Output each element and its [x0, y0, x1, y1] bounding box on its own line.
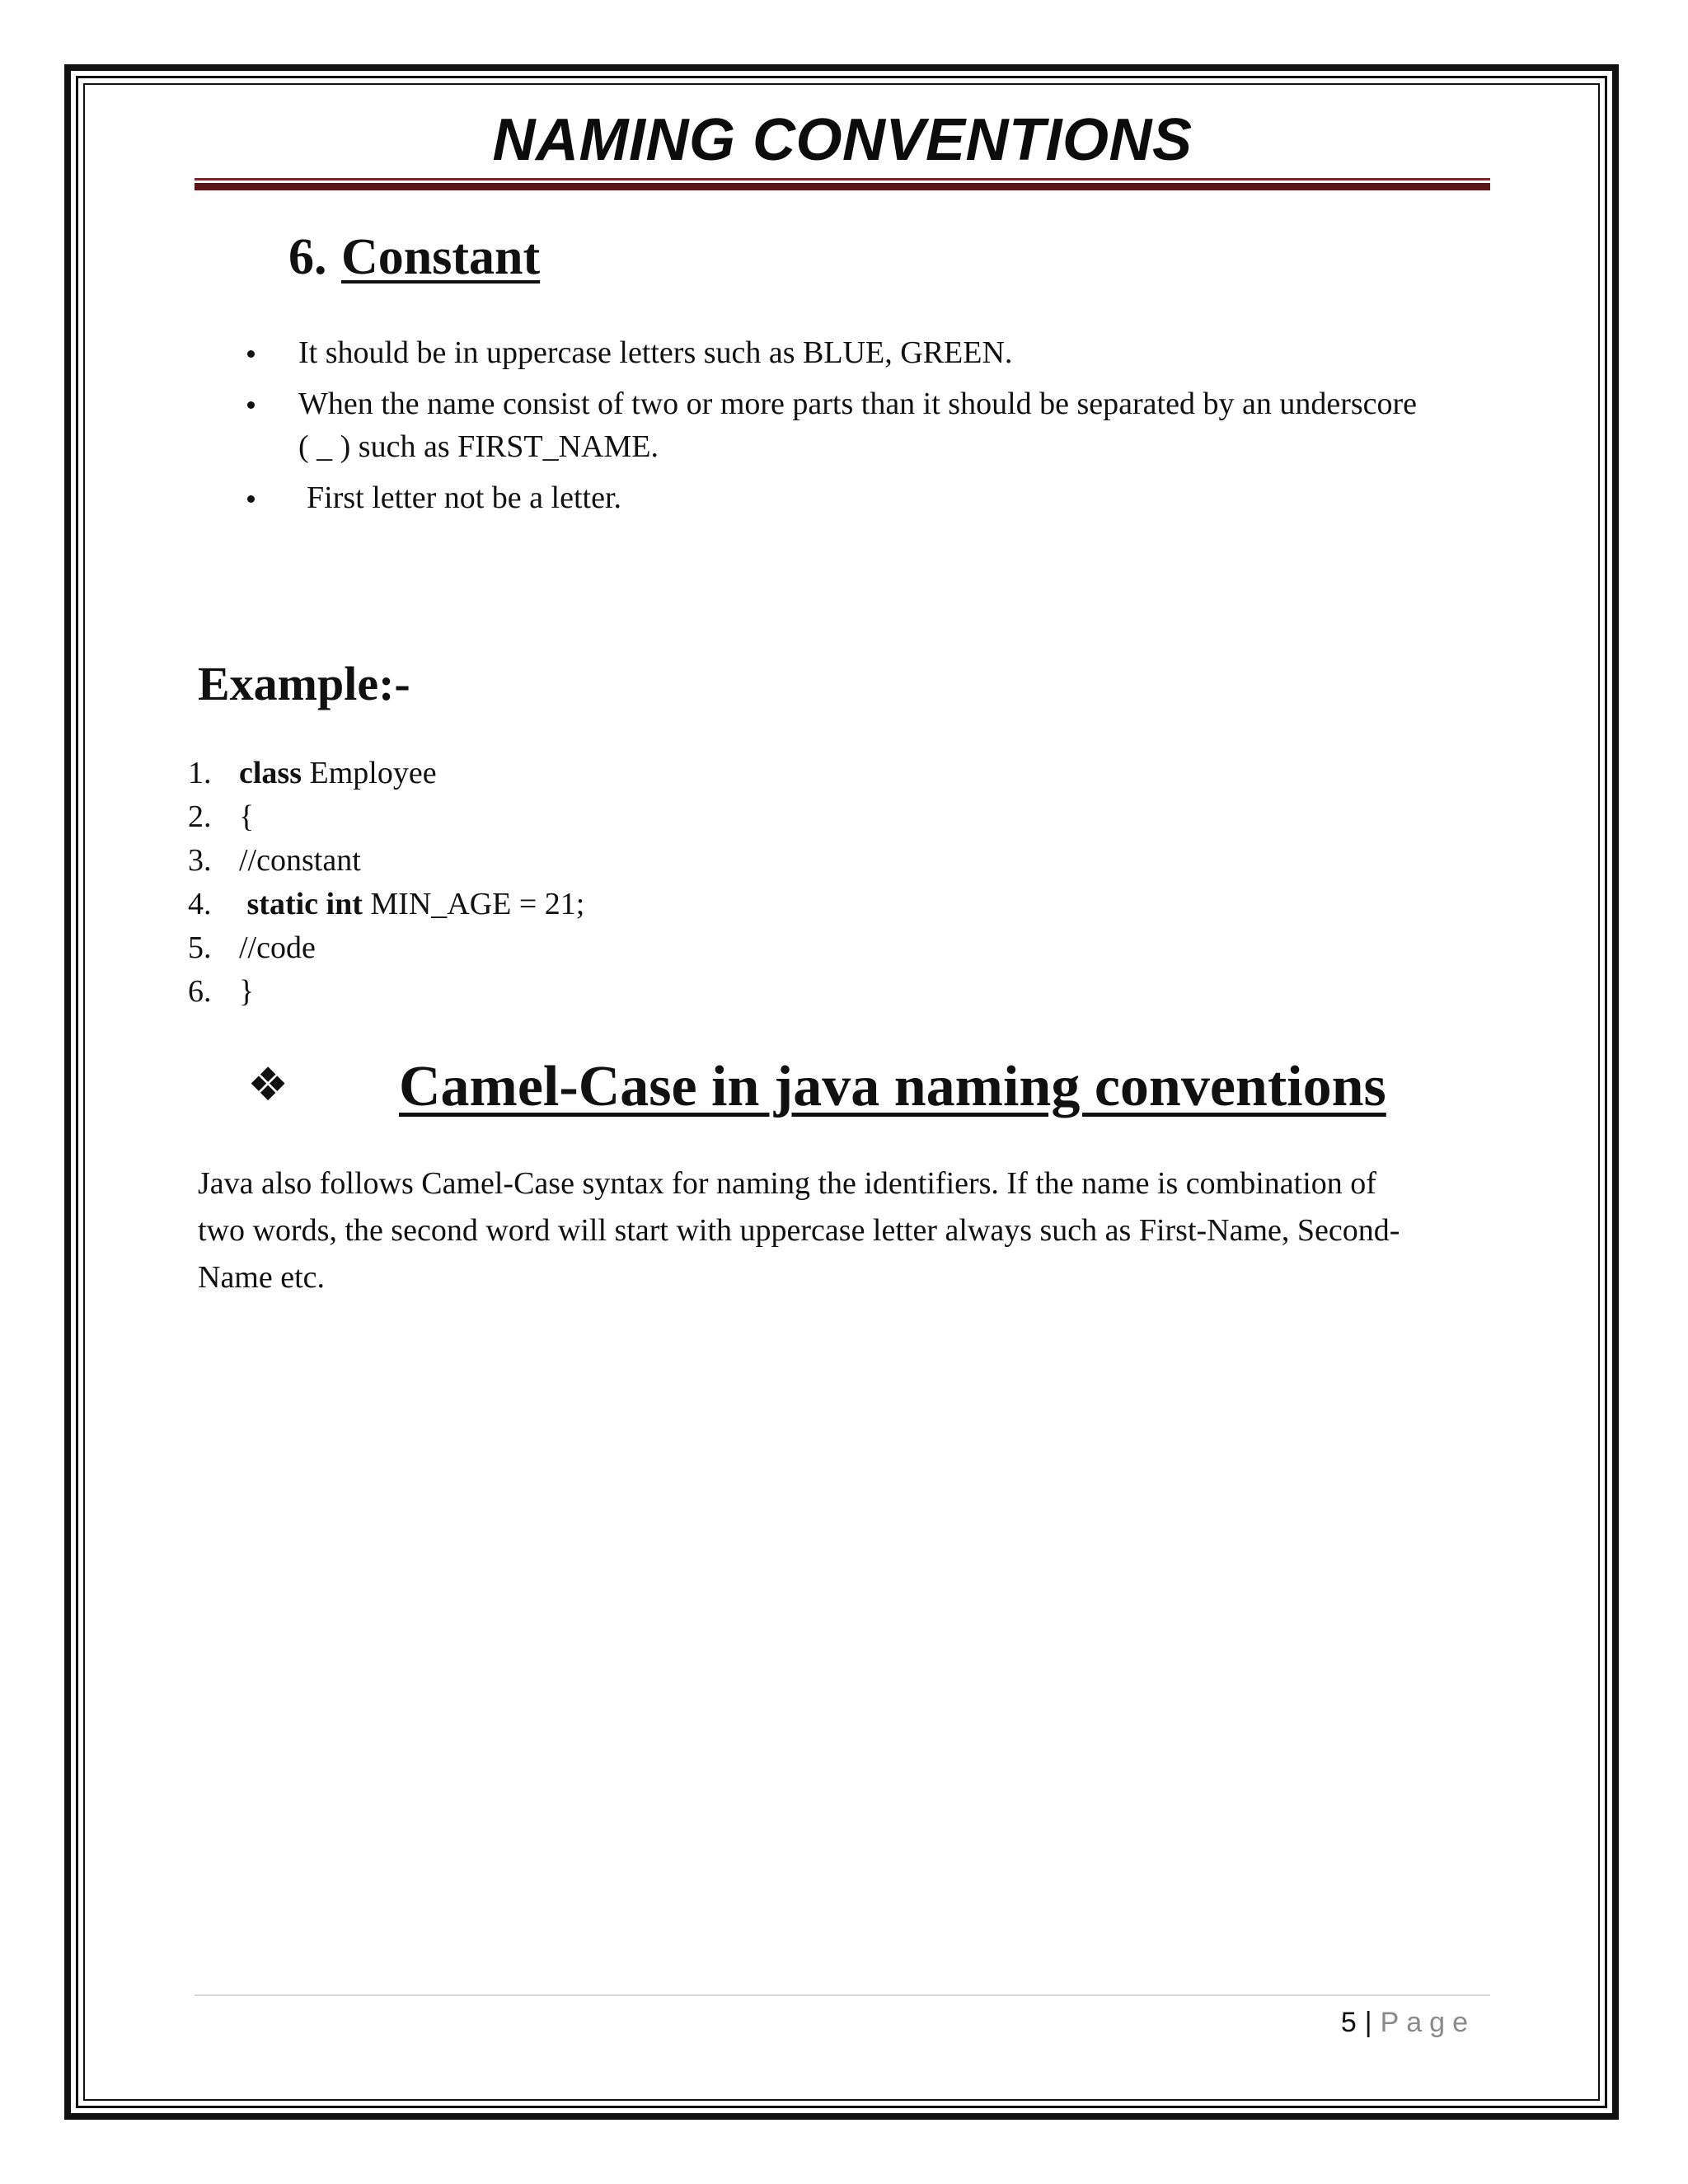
camel-case-paragraph — [198, 1160, 1489, 1301]
paragraph-line: Name etc. — [198, 1260, 326, 1295]
code-text: Employee — [302, 756, 437, 790]
header-rule-thick — [195, 183, 1490, 190]
code-keyword: static int — [239, 887, 363, 921]
line-number: 6. — [188, 974, 212, 1009]
footer-rule — [195, 1994, 1490, 1996]
bullet-dot-icon — [247, 350, 255, 358]
header-rule-thin — [195, 178, 1490, 180]
paragraph-line: Java also follows Camel-Case syntax for naming the identifiers. If the name is combination of — [198, 1166, 1376, 1201]
code-line — [188, 752, 584, 795]
line-number: 3. — [188, 843, 212, 878]
code-line — [188, 839, 584, 883]
code-text: { — [239, 799, 255, 834]
list-item — [247, 331, 1492, 374]
code-text: MIN_AGE = 21; — [362, 887, 585, 921]
camel-case-title: Camel-Case in java naming conventions — [399, 1055, 1386, 1118]
code-line — [188, 926, 584, 970]
line-number: 2. — [188, 799, 212, 834]
example-heading: Example:- — [198, 657, 410, 710]
code-line — [188, 883, 584, 926]
code-example — [188, 752, 584, 1014]
line-number: 4. — [188, 887, 212, 921]
diamond-bullet-icon: ❖ — [247, 1058, 289, 1112]
camel-case-heading — [247, 1048, 1500, 1124]
list-item — [247, 476, 1492, 519]
constant-rules-list — [247, 331, 1492, 527]
section-heading — [288, 224, 540, 290]
section-number: 6. — [288, 229, 327, 285]
page-header-title: NAMING CONVENTIONS — [492, 107, 1193, 173]
code-text: //code — [239, 930, 316, 965]
line-number: 1. — [188, 756, 212, 790]
page-number: 5 — [1340, 2007, 1357, 2038]
list-item-text: It should be in uppercase letters such as BLUE, GREEN. — [298, 335, 1013, 370]
paragraph-line: two words, the second word will start with uppercase letter always such as First-Name, Second- — [198, 1213, 1400, 1248]
list-item — [247, 382, 1492, 468]
code-line — [188, 970, 584, 1014]
code-line — [188, 795, 584, 839]
page-label: Page — [1380, 2007, 1475, 2038]
line-number: 5. — [188, 930, 212, 965]
code-keyword: class — [239, 756, 302, 790]
page-footer — [1341, 2003, 1475, 2042]
code-text: //constant — [239, 843, 361, 878]
code-text: } — [239, 974, 255, 1009]
list-item-text: When the name consist of two or more parts than it should be separated by an underscore — [298, 387, 1418, 421]
bullet-dot-icon — [247, 401, 255, 409]
page-separator: | — [1364, 2007, 1372, 2038]
bullet-dot-icon — [247, 495, 255, 503]
list-item-text: First letter not be a letter. — [307, 480, 622, 515]
section-title: Constant — [341, 229, 541, 285]
list-item-text-continued: ( _ ) such as FIRST_NAME. — [298, 429, 659, 464]
